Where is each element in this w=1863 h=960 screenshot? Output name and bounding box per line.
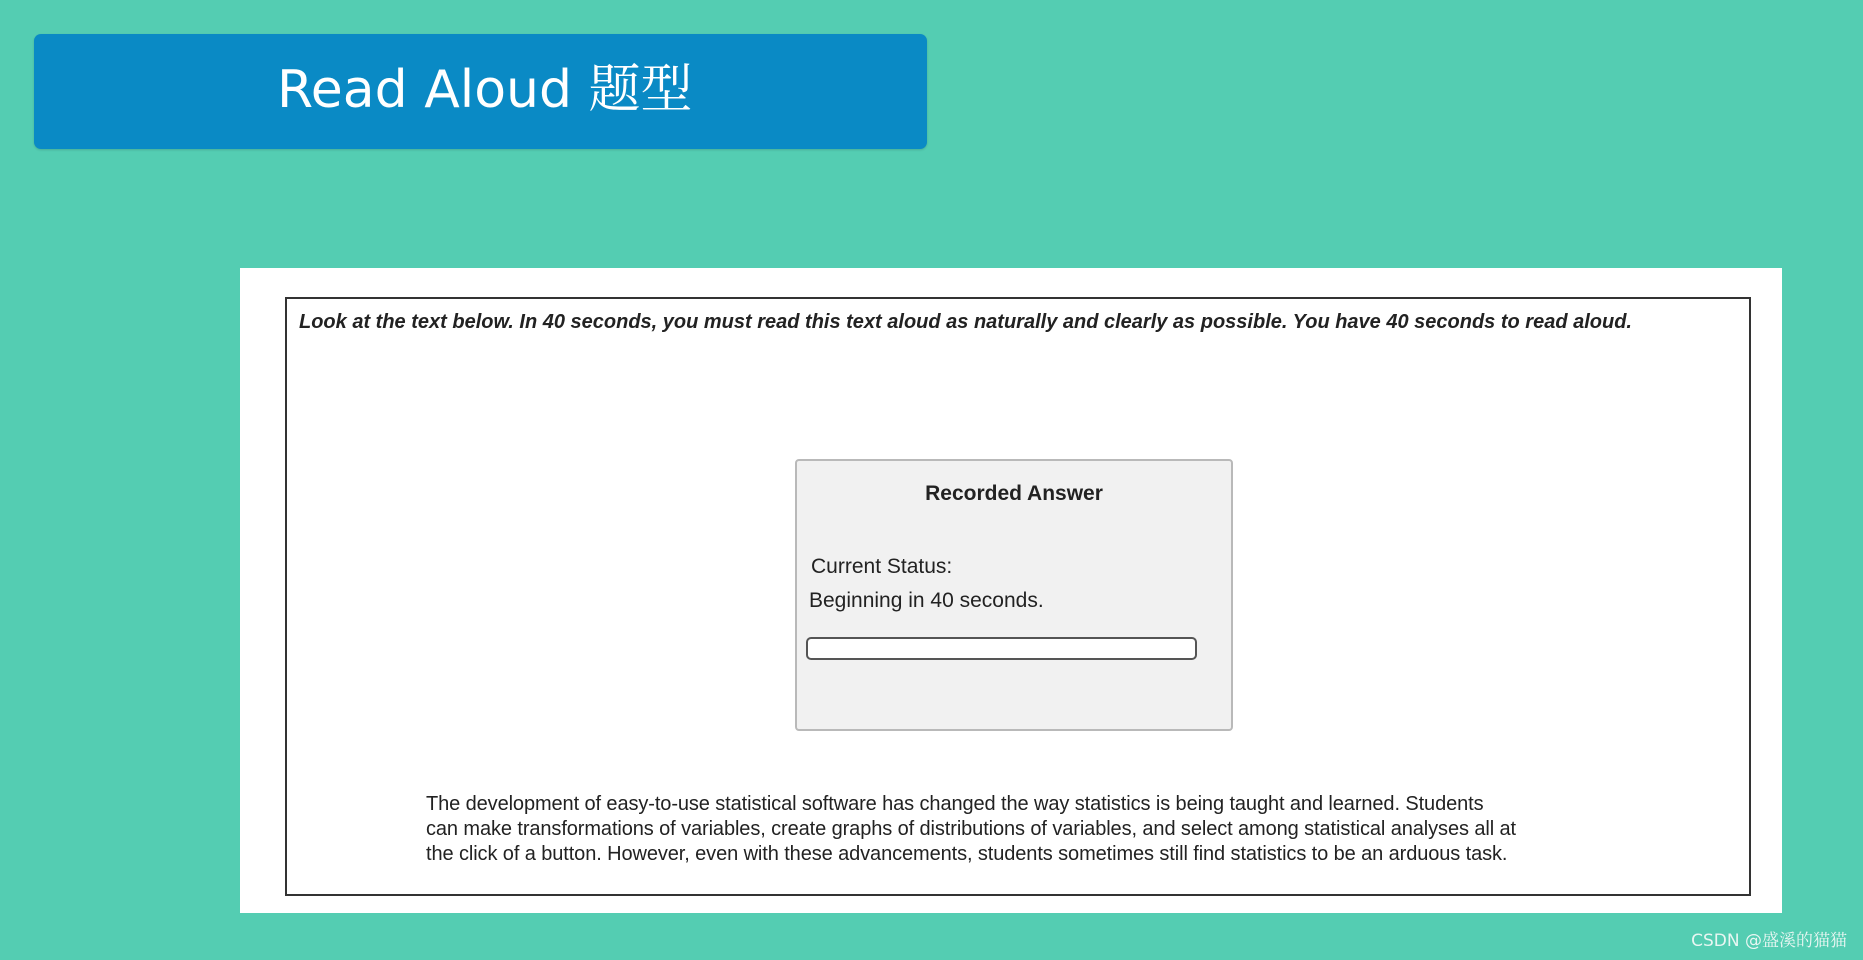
current-status-label: Current Status: xyxy=(811,555,953,578)
banner-title: Read Aloud 题型 xyxy=(277,60,693,120)
passage-line: can make transformations of variables, create graphs of distributions of variables, and select among statistical analyses all at xyxy=(426,818,1516,840)
passage-line: The development of easy-to-use statistical software has changed the way statistics is being taught and learned. Students xyxy=(426,793,1484,815)
task-instruction: Look at the text below. In 40 seconds, you must read this text aloud as naturally and clearly as possible. You have 40 seconds to read aloud. xyxy=(299,311,1632,333)
passage-line: the click of a button. However, even with these advancements, students sometimes still find statistics to be an arduous task. xyxy=(426,843,1508,865)
reading-passage xyxy=(426,792,1646,867)
title-banner xyxy=(34,34,927,149)
read-aloud-task-panel xyxy=(285,297,1751,896)
recording-progress-bar xyxy=(806,637,1197,660)
csdn-watermark: CSDN @盛溪的猫猫 xyxy=(1691,931,1847,951)
exam-screenshot xyxy=(240,268,1782,913)
recorder-title: Recorded Answer xyxy=(925,482,1103,505)
recorded-answer-box xyxy=(795,459,1233,731)
current-status-value: Beginning in 40 seconds. xyxy=(809,589,1044,612)
